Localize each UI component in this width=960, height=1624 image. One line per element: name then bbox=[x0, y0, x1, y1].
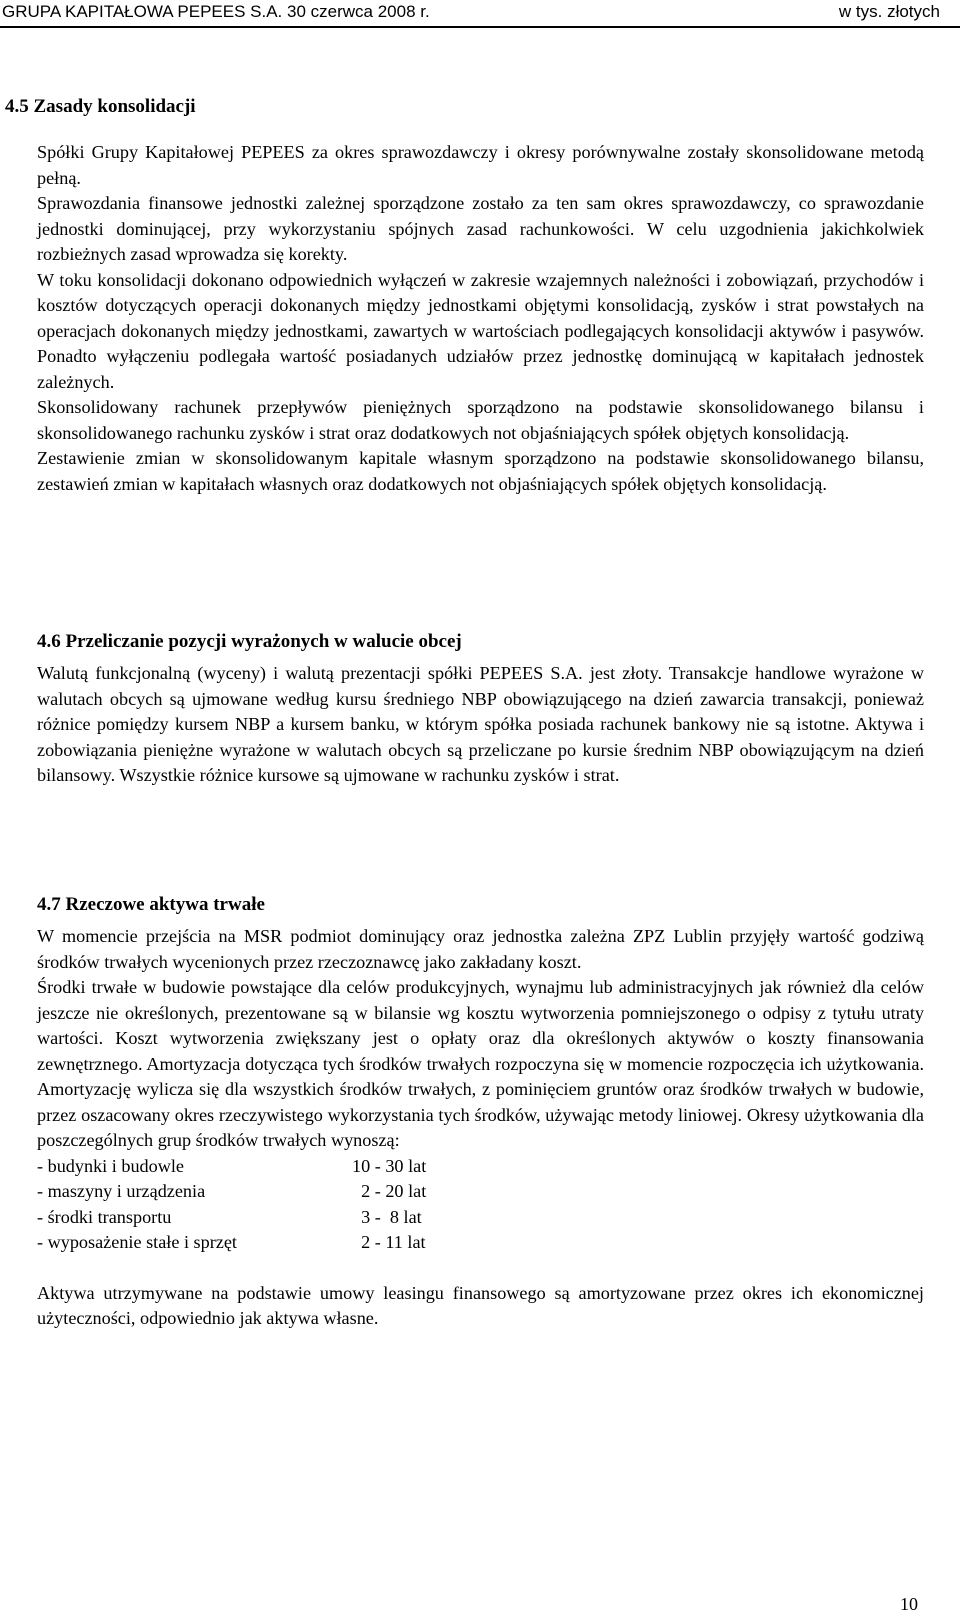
paragraph: Sprawozdania finansowe jednostki zależnej sporządzone zostało za ten sam okres sprawozdawczy, co sprawozdanie jednostki dominującej, przy wykorzystaniu spójnych zasad rachunkowości. W celu uzgodnienia jakichkolwiek rozbieżnych zasad wprowadza się korekty. bbox=[37, 193, 924, 264]
list-item-label: - maszyny i urządzenia bbox=[37, 1181, 206, 1201]
paragraph: Aktywa utrzymywane na podstawie umowy leasingu finansowego są amortyzowane przez okres ich ekonomicznej użyteczności, odpowiednio jak aktywa własne. bbox=[37, 1282, 924, 1328]
list-item bbox=[37, 1205, 924, 1231]
section-4-6-title: 4.6 Przeliczanie pozycji wyrażonych w walucie obcej bbox=[37, 631, 462, 652]
paragraph: Środki trwałe w budowie powstające dla celów produkcyjnych, wynajmu lub administracyjnych jak również dla celów jeszcze nie określonych, prezentowane są w bilansie wg kosztu wytworzenia pomniejszonego o odpisy z tytułu utraty wartości. Koszt wytworzenia zwiększany jest o opłaty oraz dla określonych aktywów o koszty finansowania zewnętrznego. Amortyzacja dotycząca tych środków trwałych rozpoczyna się w momencie rozpoczęcia ich użytkowania. Amortyzację wylicza się dla wszystkich środków trwałych, z pominięciem gruntów oraz środków trwałych w budowie, przez oszacowany okres rzeczywistego wykorzystania tych środków, używając metody liniowej. Okresy użytkowania dla poszczególnych grup środków trwałych wynoszą: bbox=[37, 977, 924, 1150]
list-item-label: - wyposażenie stałe i sprzęt bbox=[37, 1232, 237, 1252]
section-4-5-body bbox=[37, 140, 924, 497]
section-4-7-title: 4.7 Rzeczowe aktywa trwałe bbox=[37, 894, 265, 915]
section-4-7-body bbox=[37, 924, 924, 1332]
list-item bbox=[37, 1179, 924, 1205]
paragraph: Zestawienie zmian w skonsolidowanym kapitale własnym sporządzono na podstawie skonsolidowanego bilansu, zestawień zmian w kapitałach własnych oraz dodatkowych not objaśniających spółek objętych konsolidacją. bbox=[37, 448, 924, 494]
section-4-6-body bbox=[37, 661, 924, 789]
paragraph: Spółki Grupy Kapitałowej PEPEES za okres sprawozdawczy i okresy porównywalne zostały skonsolidowane metodą pełną. bbox=[37, 142, 924, 188]
paragraph: Skonsolidowany rachunek przepływów pieniężnych sporządzono na podstawie skonsolidowanego bilansu i skonsolidowanego rachunku zysków i strat oraz dodatkowych not objaśniających spółek objętych konsolidacją. bbox=[37, 397, 924, 443]
list-item-label: - budynki i budowle bbox=[37, 1155, 185, 1176]
list-item bbox=[37, 1154, 924, 1180]
paragraph: Walutą funkcjonalną (wyceny) i walutą prezentacji spółki PEPEES S.A. jest złoty. Transakcje handlowe wyrażone w walutach obcych są ujmowane według kursu średniego NBP obowiązującego na dzień zawarcia transakcji, ponieważ różnice pomiędzy kursem NBP a kursem banku, w którym spółka posiada rachunek bankowy nie są istotne. Aktywa i zobowiązania pieniężne wyrażone w walutach obcych są przeliczane po kursie średnim NBP obowiązującym na dzień bilansowy. Wszystkie różnice kursowe są ujmowane w rachunku zysków i strat. bbox=[37, 663, 924, 785]
header-company-date: GRUPA KAPITAŁOWA PEPEES S.A. 30 czerwca 2008 r. bbox=[2, 2, 430, 21]
page-header bbox=[0, 0, 960, 28]
header-currency-unit: w tys. złotych bbox=[838, 2, 940, 21]
paragraph: W toku konsolidacji dokonano odpowiednich wyłączeń w zakresie wzajemnych należności i zobowiązań, przychodów i kosztów dotyczących operacji dokonanych między jednostkami objętymi konsolidacją, zysków i strat powstałych na operacjach dokonanych między jednostkami, zawartych w wartościach podlegających konsolidacji aktywów i pasywów. Ponadto wyłączeniu podlegała wartość posiadanych udziałów przez jednostkę dominującą w kapitałach jednostek zależnych. bbox=[37, 269, 924, 392]
list-item-label: - środki transportu bbox=[37, 1206, 172, 1227]
useful-life-list bbox=[37, 1154, 924, 1256]
list-item-value: 2 - 20 lat bbox=[352, 1181, 427, 1201]
list-item bbox=[37, 1230, 924, 1256]
page-number: 10 bbox=[900, 1594, 918, 1614]
list-item-value: 2 - 11 lat bbox=[352, 1232, 426, 1252]
paragraph: W momencie przejścia na MSR podmiot dominujący oraz jednostka zależna ZPZ Lublin przyjęły wartość godziwą środków trwałych wycenionych przez rzeczoznawcę jako zakładany koszt. bbox=[37, 926, 924, 972]
section-4-5-title: 4.5 Zasady konsolidacji bbox=[5, 96, 196, 117]
list-item-value: 3 - 8 lat bbox=[352, 1206, 422, 1227]
list-item-value: 10 - 30 lat bbox=[352, 1155, 427, 1176]
